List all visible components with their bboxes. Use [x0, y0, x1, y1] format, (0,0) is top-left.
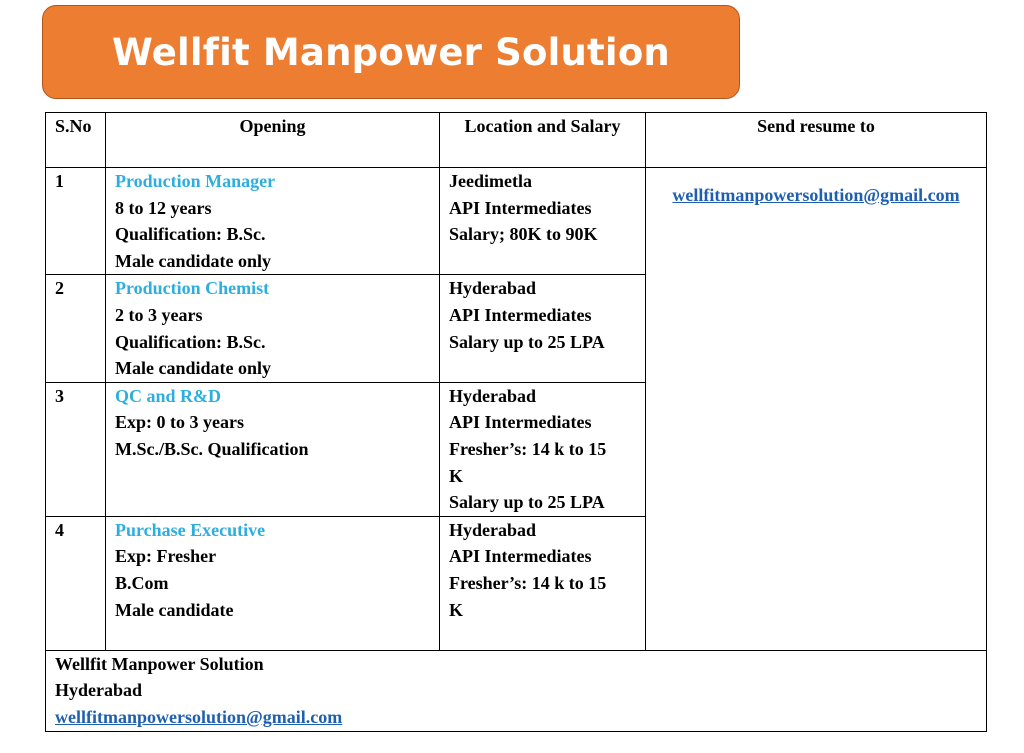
job-detail: Male candidate — [115, 599, 234, 620]
location-line: Salary up to 25 LPA — [449, 331, 605, 352]
footer-cell — [46, 650, 987, 731]
table-header-row — [46, 113, 987, 168]
row-sno: 2 — [46, 275, 106, 382]
opening-cell — [106, 516, 440, 650]
location-line: API Intermediates — [449, 412, 592, 433]
opening-cell — [106, 275, 440, 382]
job-detail: M.Sc./B.Sc. Qualification — [115, 438, 309, 459]
job-detail: Male candidate only — [115, 250, 271, 271]
send-resume-email-link[interactable]: wellfitmanpowersolution@gmail.com — [672, 185, 960, 205]
location-line: API Intermediates — [449, 304, 592, 325]
table-row — [46, 168, 987, 275]
location-line: API Intermediates — [449, 197, 592, 218]
row-sno: 1 — [46, 168, 106, 275]
location-cell — [440, 382, 646, 516]
location-line: Fresher’s: 14 k to 15 — [449, 572, 607, 593]
job-detail: 2 to 3 years — [115, 304, 203, 325]
location-line: Hyderabad — [449, 385, 537, 406]
footer-row — [46, 650, 987, 731]
footer-company: Wellfit Manpower Solution — [55, 653, 264, 674]
location-line: Salary; 80K to 90K — [449, 224, 598, 245]
header-send-resume: Send resume to — [646, 113, 987, 168]
job-detail: Exp: 0 to 3 years — [115, 412, 244, 433]
footer-city: Hyderabad — [55, 680, 143, 701]
header-location-salary: Location and Salary — [440, 113, 646, 168]
location-line: Hyderabad — [449, 278, 537, 299]
location-line: Salary up to 25 LPA — [449, 492, 605, 513]
job-detail: Exp: Fresher — [115, 546, 217, 567]
job-detail: Qualification: B.Sc. — [115, 224, 266, 245]
job-title: Purchase Executive — [115, 519, 266, 540]
location-cell — [440, 168, 646, 275]
row-sno: 4 — [46, 516, 106, 650]
location-line: Jeedimetla — [449, 171, 532, 191]
header-opening: Opening — [106, 113, 440, 168]
header-sno: S.No — [46, 113, 106, 168]
job-title: QC and R&D — [115, 385, 222, 406]
job-title: Production Manager — [115, 171, 276, 191]
job-detail: Male candidate only — [115, 358, 271, 379]
row-sno: 3 — [46, 382, 106, 516]
banner-title: Wellfit Manpower Solution — [112, 30, 670, 74]
title-banner — [42, 5, 740, 99]
send-resume-cell — [646, 168, 987, 651]
footer-email-link[interactable]: wellfitmanpowersolution@gmail.com — [55, 706, 343, 727]
location-line: API Intermediates — [449, 546, 592, 567]
opening-cell — [106, 382, 440, 516]
job-detail: 8 to 12 years — [115, 197, 212, 218]
location-line: K — [449, 599, 464, 620]
job-title: Production Chemist — [115, 278, 270, 299]
job-detail: Qualification: B.Sc. — [115, 331, 266, 352]
opening-cell — [106, 168, 440, 275]
job-openings-table — [45, 112, 987, 732]
location-line: Hyderabad — [449, 519, 537, 540]
job-detail: B.Com — [115, 572, 169, 593]
location-cell — [440, 275, 646, 382]
location-cell — [440, 516, 646, 650]
location-line: K — [449, 465, 464, 486]
location-line: Fresher’s: 14 k to 15 — [449, 438, 607, 459]
